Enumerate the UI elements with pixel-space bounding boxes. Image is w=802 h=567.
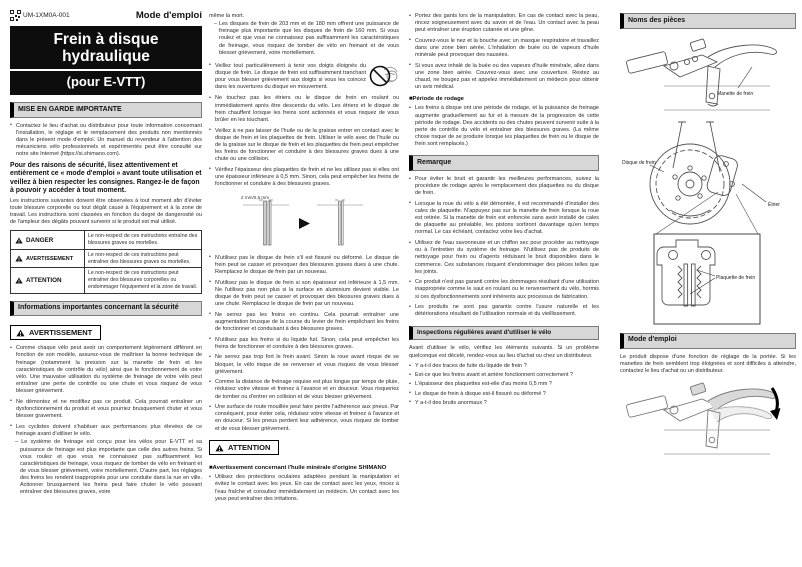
warning-bullet: • Ne serrez pas les freins en continu. Cela pourrait entraîner une augmentation brusque de la course du levier de frein empêchant les freins de fonctionner et conduisant à des blessures graves. [209, 312, 399, 333]
oil-warning-bullet: • Utilisez des protections oculaires adaptées pendant la manipulation et évitez le contact avec les yeux. En cas de contact avec les yeux, rincez à l'eau fraîche et consultez immédiatement un médecin. Un contact avec les yeux peut entraîner des irritations. [209, 474, 399, 503]
warning-triangle-icon [15, 237, 23, 244]
attention-description: Le non-respect de ces instructions peut entraîner des blessures corporelles ou endommager l'équipement et la zone de travail. [88, 270, 198, 290]
section-header-remarque: Remarque [409, 155, 599, 171]
attention-label: ATTENTION [26, 276, 62, 284]
section-header-informations-securite: Informations importantes concernant la sécurité [10, 301, 202, 317]
usage-paragraph: Le produit dispose d'une fonction de réglage de la portée. Si les manettes de frein semblent trop éloignées et sont difficiles à atteindre, contactez le lieu d'achat ou un distributeur. [620, 353, 796, 374]
column-4 [620, 13, 796, 475]
document-number: UM-1XM0A-001 [23, 12, 70, 19]
warning-bullet: • Ne démontez et ne modifiez pas ce produit. Cela pourrait entraîner un dysfonctionnement du produit et vous pourriez brusquement chuter et vous blesser gravement. [10, 399, 202, 420]
column-3 [409, 13, 599, 409]
column-2 [209, 13, 399, 506]
title-banner [10, 26, 202, 69]
rodage-subheader: ■Période de rodage [409, 96, 464, 103]
arrow-head-icon [770, 408, 781, 420]
inspection-item: • Le disque de frein à disque est-il fissuré ou déformé ? [409, 391, 599, 398]
warning-bullet: • Comme la distance de freinage requise est plus longue par temps de pluie, réduisez votre vitesse et freinez à l'avance et en douceur. Vous risqueriez de tomber ou d'entrer en collision et de vous blesser grièvement. [209, 379, 399, 400]
disc-part-label: Disque de frein [622, 159, 656, 166]
lever-part-label: Manette de frein [717, 90, 754, 97]
warning-triangle-icon [15, 277, 23, 284]
warning-bullet: • Une surface de route mouillée peut faire perdre l'adhérence aux pneus. Par conséquent, pour éviter cela, réduisez votre vitesse et freinez à l'avance et en douceur. Si les pneus perdent leur adhérence, vous risquez de tomber et de vous blesser grièvement. [209, 404, 399, 433]
warning-bullet: • Ne touchez pas les étriers ou le disque de frein en roulant ou immédiatement après être descendu du vélo. Les étriers et le disque de frein chauffent lorsque les freins sont actionnés et vous risquez de vous brûler en les touchant. [209, 95, 399, 124]
document-type: Mode d'emploi [135, 10, 202, 21]
avertissement-label-cell [11, 250, 85, 268]
attention-box [209, 440, 279, 455]
warning-bullet-fingers [209, 63, 399, 92]
warning-bullet: • N'utilisez pas le disque de frein s'il est fissuré ou déformé. Le disque de frein peut se casser et provoquer des blessures graves dues à une chute. Remplacez le disque de frein par un nouveau. [209, 255, 399, 276]
hazard-level-table [10, 230, 202, 293]
brake-pad-thickness-diagram [229, 192, 379, 250]
reach-adjust-diagram [620, 378, 796, 470]
warning-bullet: • N'utilisez pas le disque de frein si son épaisseur est inférieure à 1,5 mm. Ne l'utilisez pas non plus si la surface en aluminium devient visible. Le disque de frein peut se casser et provoquer des blessures graves dues à une chute. Remplacez le disque de frein par un nouveau. [209, 280, 399, 309]
avertissement-box-label: AVERTISSEMENT [29, 328, 93, 338]
section-header-inspections: Inspections régulières avant d'utiliser le vélo [409, 326, 599, 341]
warning-bullet: • Les cyclistes doivent s'habituer aux performances plus élevées de ce freinage avant d'utiliser le vélo. [10, 424, 202, 438]
intro-paragraph: • Contactez le lieu d'achat ou distributeur pour toute information concernant l'installation, le réglage et le remplacement des produits non mentionnés dans le présent mode d'emploi. Un manuel du revendeur à l'attention des mécaniciens vélo professionnels et expérimentés peut être consulté sur notre site Internet (https://si.shimano.com). [10, 123, 202, 159]
remark-bullet: • Les produits ne sont pas garantis contre l'usure naturelle et les détériorations résultant de l'utilisation normale et du vieillissement. [409, 304, 599, 318]
remark-bullet: • Utilisez de l'eau savonneuse et un chiffon sec pour procéder au nettoyage ou à l'entretien du système de freinage. N'utilisez pas de produits de nettoyage pour frein ou d'agents réduisant le bruit disponibles dans le commerce. Ces substances risquent d'endommager des pièces telles que les joints. [409, 240, 599, 276]
inspection-item: • L'épaisseur des plaquettes est-elle d'au moins 0,5 mm ? [409, 381, 599, 388]
column-1 [10, 10, 202, 500]
document-header [10, 10, 202, 21]
warning-bullet: • Veillez à ne pas laisser de l'huile ou de la graisse entrer en contact avec le disque de frein et les plaquettes de frein. Utiliser le vélo avec de l'huile ou de la graisse sur le disque de frein et les plaquettes de frein peut empêcher les freins de fonctionner et conduire à des blessures graves dues à une chute ou une collision. [209, 128, 399, 164]
pad-thickness-label: 2 mm/0,5 mm [241, 194, 270, 200]
page-title-line2: hydraulique [62, 48, 150, 66]
continuation-text: même la mort. [209, 13, 245, 19]
page-title-line1: Frein à disque [53, 31, 159, 48]
pads-part-label: Plaquette de frein [716, 274, 756, 281]
warning-triangle-icon [215, 444, 224, 452]
inspection-item: • Y a-t-il des bruits anormaux ? [409, 400, 599, 407]
caliper-part-label: Étrier [768, 201, 780, 208]
qr-code-logo-icon [10, 10, 21, 21]
inspection-item: • Est-ce que les freins avant et arrière fonctionnent correctement ? [409, 372, 599, 379]
page-subtitle: (pour E-VTT) [66, 74, 146, 90]
avertissement-description: Le non-respect de ces instructions peut entraîner des blessures graves ou mortelles. [88, 251, 191, 265]
warning-triangle-icon [15, 255, 23, 262]
danger-label: DANGER [26, 236, 54, 244]
warning-sub-bullet: – Le système de freinage est conçu pour les vélos pour E-VTT et sa puissance de freinage est plus importante que celle des autres freins. Si vous roulez et que vous ne connaissez pas suffisamment les caractéristiques de freinage, vous risquez de tomber de vélo en freinant et de vous blesser grièvement, voire mortellement. D'autre part, les réglages des freins les rendent inappropriés pour une conduite dans la rue en ville. Actionner brusquement les freins peut faire chuter le vélo pouvant entraîner des blessures graves, voire [15, 439, 202, 496]
subtitle-banner [10, 71, 202, 95]
inspection-item: • Y a-t-il des traces de fuite du liquide de frein ? [409, 363, 599, 370]
section-header-mode-demploi: Mode d'emploi [620, 333, 796, 349]
table-row-danger [11, 231, 201, 250]
remark-bullet: • Lorsque la roue du vélo a été démontée, il est recommandé d'installer des cales de plaquette. N'appuyez pas sur la manette de frein lorsque la roue est retirée. Si la manette de frein est enfoncée sans avoir installé de cales de plaquette au préalable, les pistons sortiront davantage qu'en temps normal. Le cas échéant, contactez votre lieu d'achat. [409, 201, 599, 237]
safety-bold-notice: Pour des raisons de sécurité, lisez attentivement et entièrement ce « mode d'emploi » avant toute utilisation et veillez à bien respecter les consignes. Rangez-le de façon à pouvoir y accéder à tout moment. [10, 162, 202, 195]
rodage-bullet: • Les freins à disque ont une période de rodage, et la puissance de freinage augmente graduellement au fur et à mesure de la progression de cette période de rodage. Des accidents ou des chutes peuvent survenir suite à la perte de contrôle du vélo et entraîner des blessures graves. (La même chose risque de se produire lorsque les plaquettes de frein ou le disque de frein sont remplacés.) [409, 105, 599, 148]
attention-bullet: • Si vous avez inhalé de la buée ou des vapeurs d'huile minérale, allez dans une zone bien aérée. Couvrez-vous avec une couverture. Restez au chaud, ne bougez pas et appelez immédiatement un médecin pour obtenir un avis médical. [409, 63, 599, 92]
oil-warning-subheader: ■Avertissement concernant l'huile minérale d'origine SHIMANO [209, 465, 387, 472]
section-header-mise-en-garde: MISE EN GARDE IMPORTANTE [10, 102, 202, 118]
remark-bullet: • Ce produit n'est pas garanti contre les dommages résultant d'une utilisation inappropriée comme le saut en roulant ou le renversement du vélo, hormis si ces dysfonctionnements sont inhérents aux processus de fabrication. [409, 279, 599, 300]
warning-triangle-icon [16, 329, 25, 337]
attention-box-label: ATTENTION [228, 443, 271, 453]
warning-bullet: • Vérifiez l'épaisseur des plaquettes de frein et ne les utilisez pas si elles ont une épaisseur inférieure à 0,5 mm. Sinon, cela peut empêcher les freins de fonctionner et conduire à des blessures graves. [209, 167, 399, 188]
parts-diagram [620, 34, 796, 326]
warning-bullet: • Ne serrez pas trop fort le frein avant. Sinon la roue avant risque de se bloquer, le vélo risque de se renverser et vous risquez de vous blesser grièvement. [209, 354, 399, 375]
warning-bullet-text: Veillez tout particulièrement à tenir vos doigts éloignés du disque de frein. Le disque de frein est suffisamment tranchant pour vous blesser grièvement aux doigts si vous les coincez dans les ouvertures du disque en mouvement. [215, 62, 366, 91]
warning-bullet: • N'utilisez pas les freins si du liquide fuit. Sinon, cela peut empêcher les freins de fonctionner et conduire à des blessures graves. [209, 337, 399, 351]
document-id [10, 10, 70, 21]
table-row-avertissement [11, 250, 201, 269]
do-not-touch-disc-icon [369, 64, 399, 91]
attention-label-cell [11, 268, 85, 292]
warning-bullet: • Comme chaque vélo peut avoir un comportement légèrement différent en fonction de son modèle, assurez-vous de maîtriser la bonne technique de freinage (notamment la pression sur la manette de frein et les caractéristiques de contrôle du vélo) ainsi que le fonctionnement de votre vélo. Une mauvaise utilisation du système de freinage de votre vélo peut entraîner une perte de contrôle ou une chute et vous risquez de vous blesser grièvement. [10, 345, 202, 395]
table-row-attention [11, 268, 201, 292]
avertissement-label: AVERTISSEMENT [26, 255, 74, 262]
attention-bullet: • Couvrez-vous le nez et la bouche avec un masque respiratoire et travaillez dans une zone bien aérée. L'inhalation de buée ou de vapeurs d'huile minérale peut provoquer des nausées. [409, 38, 599, 59]
inspections-intro: Avant d'utiliser le vélo, vérifiez les éléments suivants. Si un problème quelconque est décelé, rendez-vous au lieu d'achat ou chez un distributeur. [409, 345, 599, 359]
remark-bullet: • Pour éviter le bruit et garantir les meilleures performances, suivez la procédure de rodage après le remplacement des plaquettes ou du disque de frein. [409, 176, 599, 197]
warning-sub-bullet: – Les disques de frein de 203 mm et de 180 mm offrent une puissance de freinage plus importante que les disques de frein de 160 mm. Si vous roulez et que vous ne connaissez pas suffisamment les caractéristiques de freinage, vous risquez de tomber de vélo en freinant et de vous blesser grièvement, voire mortellement. [214, 21, 399, 56]
attention-bullet: • Portez des gants lors de la manipulation. En cas de contact avec la peau, rincez soigneusement avec du savon et de l'eau. Un contact avec la peau peut entraîner une éruption cutanée et une gêne. [409, 13, 599, 34]
danger-description: Le non-respect de ces instructions entraîne des blessures graves ou mortelles. [88, 233, 198, 247]
section-header-noms-des-pieces: Noms des pièces [620, 13, 796, 29]
danger-label-cell [11, 231, 85, 249]
arrow-right-icon [299, 218, 310, 229]
avertissement-box [10, 325, 101, 340]
classification-paragraph: Les instructions suivantes doivent être observées à tout moment afin d'éviter toute blessure corporelle ou tout dégât causé à l'équipement et à la zone de travail. Les instructions sont classées en fonction du degré de dangerosité ou de l'ampleur des dégâts pouvant survenir si le produit est mal utilisé. [10, 197, 202, 226]
